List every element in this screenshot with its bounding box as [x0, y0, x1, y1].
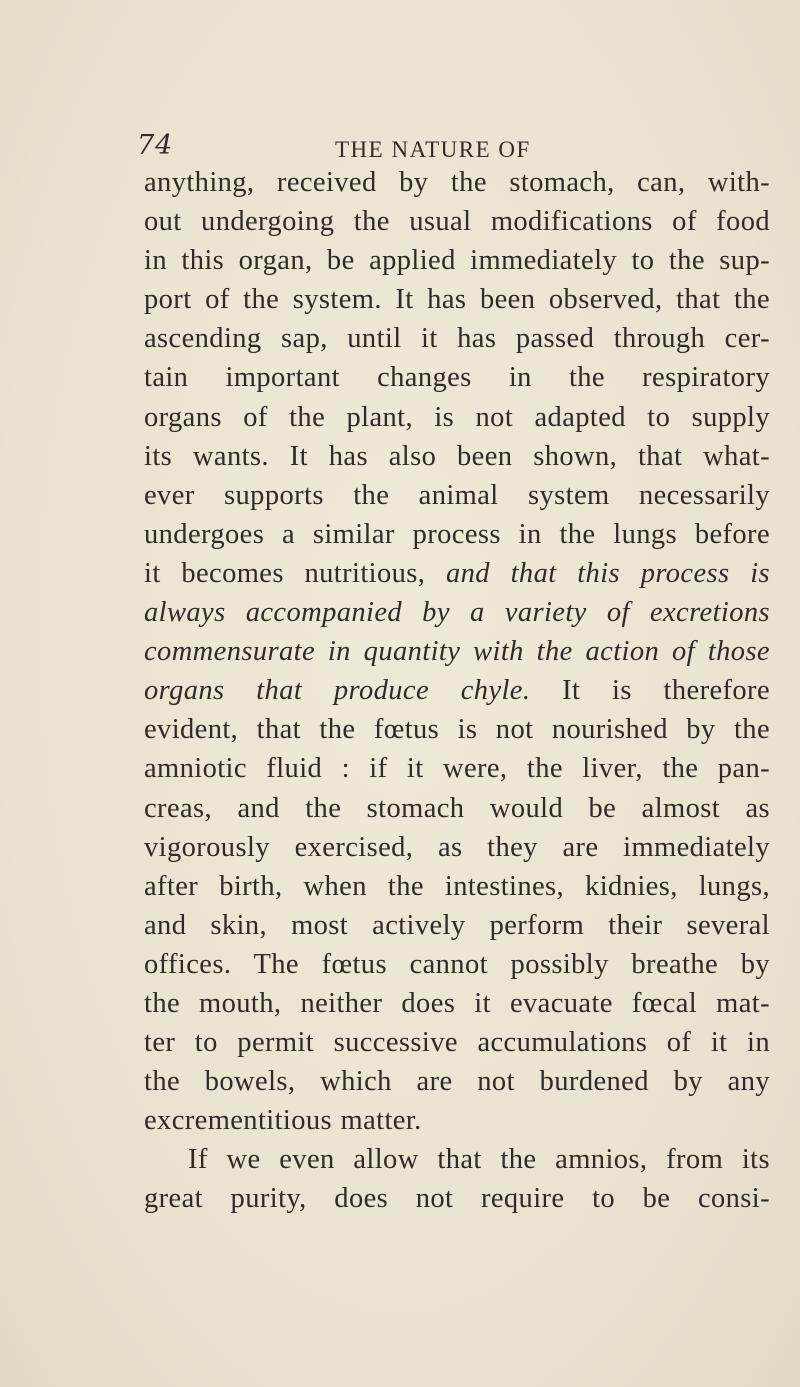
text-line [144, 671, 770, 710]
text-line [144, 554, 770, 593]
text-line: ever supports the animal system necessarily [144, 479, 770, 511]
italic-text: and that this process is [445, 557, 770, 589]
text-line: and skin, most actively perform their several [144, 909, 770, 941]
text-line: undergoes a similar process in the lungs before [144, 518, 770, 550]
text-line: its wants. It has also been shown, that what- [144, 440, 770, 472]
text-line: out undergoing the usual modifications of food [144, 206, 770, 238]
text-line: creas, and the stomach would be almost as [144, 792, 770, 824]
text-line: tain important changes in the respiratory [144, 362, 770, 394]
running-title: THE NATURE OF [335, 137, 531, 162]
text-line: ter to permit successive accumulations of it in [144, 1027, 770, 1059]
text-line: after birth, when the intestines, kidnies, lungs, [144, 870, 770, 902]
text-line: organs of the plant, is not adapted to supply [144, 401, 770, 433]
text-line: the bowels, which are not burdened by any [144, 1066, 770, 1098]
text-line: in this organ, be applied immediately to the sup- [144, 245, 770, 277]
italic-text-line: always accompanied by a variety of excretions [144, 597, 770, 629]
italic-text: organs that produce chyle. [144, 675, 531, 707]
text-line: the mouth, neither does it evacuate fœcal mat- [144, 987, 770, 1019]
text-line: vigorously exercised, as they are immediately [144, 831, 770, 863]
roman-text: it becomes nutritious, [144, 557, 426, 589]
text-line: anything, received by the stomach, can, with- [144, 167, 770, 198]
paragraph-start-line: If we even allow that the amnios, from its [188, 1144, 770, 1176]
text-line: excrementitious matter. [144, 1105, 422, 1137]
roman-text: It is therefore [562, 675, 770, 707]
text-line: ascending sap, until it has passed through cer- [144, 323, 770, 355]
text-line: amniotic fluid : if it were, the liver, the pan- [144, 753, 770, 785]
text-line: offices. The fœtus cannot possibly breathe by [144, 948, 770, 980]
text-line: great purity, does not require to be consi- [144, 1183, 770, 1215]
body-text [144, 163, 770, 1219]
italic-text-line: commensurate in quantity with the action of those [144, 636, 770, 668]
text-line: evident, that the fœtus is not nourished by the [144, 714, 770, 746]
text-line: port of the system. It has been observed, that the [144, 284, 770, 316]
page-number: 74 [137, 130, 174, 161]
